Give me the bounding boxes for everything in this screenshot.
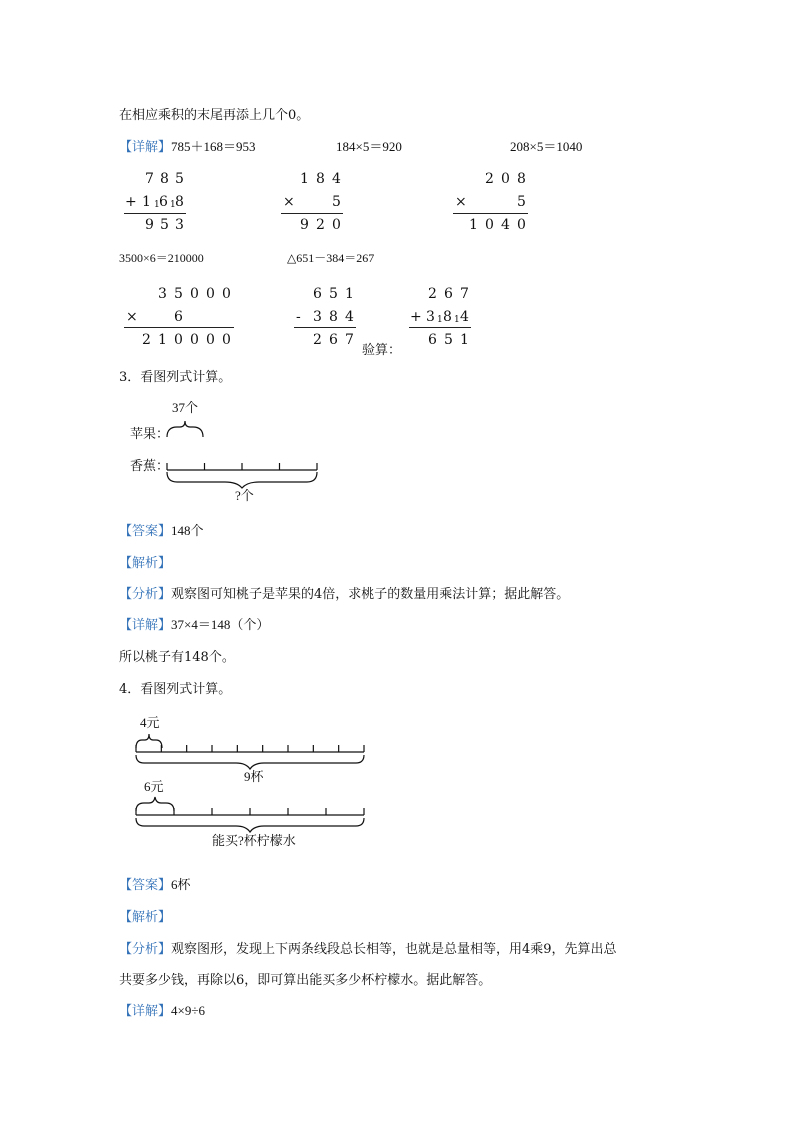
- digit: 5: [332, 194, 341, 210]
- detail-tag: [119, 136, 256, 155]
- q3-fenxi: [119, 583, 569, 602]
- calc-rule: [281, 213, 343, 214]
- operator: -: [296, 309, 301, 325]
- fenxi-tag: 【分析】: [119, 587, 172, 602]
- q3-answer: [119, 520, 204, 539]
- carry-mark: 1: [170, 200, 176, 210]
- digit: 9: [145, 217, 154, 233]
- digit: 2: [316, 217, 325, 233]
- digit: 0: [222, 332, 231, 348]
- banana-segment-line: [167, 463, 317, 470]
- q3-detail: [119, 614, 269, 633]
- equation-mult-1: 184×5＝920: [336, 139, 402, 154]
- digit: 3: [426, 309, 435, 325]
- digit: 6: [174, 309, 183, 325]
- digit: 8: [160, 171, 169, 187]
- digit: 8: [443, 309, 452, 325]
- top-unit-brace: [136, 734, 162, 748]
- check-label: 验算：: [362, 343, 402, 358]
- digit: 1: [345, 286, 354, 302]
- digit: 0: [190, 332, 199, 348]
- digit: 0: [206, 286, 215, 302]
- digit: 0: [206, 332, 215, 348]
- q4-answer: [119, 874, 191, 893]
- q4-segment-diagram: [130, 708, 370, 853]
- operator: +: [410, 309, 422, 325]
- calc-rule: [294, 327, 356, 328]
- digit: 3: [158, 286, 167, 302]
- digit: 7: [145, 171, 154, 187]
- apple-brace: [167, 421, 203, 437]
- digit: 4: [501, 217, 510, 233]
- digit: 7: [345, 332, 354, 348]
- equation-651: △651－384＝267: [287, 251, 375, 265]
- answer-text: 6杯: [171, 877, 191, 892]
- banana-label: 香蕉：: [130, 458, 170, 473]
- digit: 6: [313, 286, 322, 302]
- carry-mark: 1: [454, 315, 460, 325]
- fenxi-text-1: 观察图形，发现上下两条线段总长相等，也就是总量相等，用4乘9，先算出总: [171, 942, 617, 957]
- question-4-title: 4．看图列式计算。: [119, 682, 232, 697]
- digit: 0: [332, 217, 341, 233]
- digit: 0: [190, 286, 199, 302]
- q3-analysis-tag: 【解析】: [119, 556, 172, 571]
- top-unit-label: 4元: [140, 715, 160, 730]
- digit: 0: [222, 286, 231, 302]
- digit: 0: [485, 217, 494, 233]
- q4-fenxi-2: 共要多少钱，再除以6，即可算出能买多少杯柠檬水。据此解答。: [119, 973, 492, 988]
- banana-brace: [167, 472, 317, 488]
- digit: 9: [300, 217, 309, 233]
- digit: 6: [428, 332, 437, 348]
- digit: 5: [175, 171, 184, 187]
- digit: 8: [316, 171, 325, 187]
- digit: 5: [517, 194, 526, 210]
- detail-tag-label: 【详解】: [119, 1004, 172, 1019]
- carry-mark: 1: [437, 315, 443, 325]
- calc-rule: [124, 327, 234, 328]
- digit: 1: [300, 171, 309, 187]
- digit: 8: [329, 309, 338, 325]
- q4-fenxi-1: [119, 938, 617, 957]
- digit: 4: [332, 171, 341, 187]
- apple-count-label: 37个: [172, 400, 199, 415]
- digit: 1: [158, 332, 167, 348]
- question-3-title: 3．看图列式计算。: [119, 370, 232, 385]
- detail-text: 4×9÷6: [171, 1003, 205, 1018]
- operator: ×: [126, 309, 138, 325]
- answer-tag: 【答案】: [119, 524, 172, 539]
- digit: 3: [175, 217, 184, 233]
- digit: 2: [142, 332, 151, 348]
- q3-segment-diagram: [125, 395, 330, 505]
- digit: 3: [313, 309, 322, 325]
- bottom-total-label: 能买?杯柠檬水: [212, 833, 296, 848]
- digit: 2: [428, 286, 437, 302]
- q3-conclusion: 所以桃子有148个。: [119, 650, 235, 665]
- digit: 7: [460, 286, 469, 302]
- cup-segment-line: [136, 745, 364, 752]
- banana-total-label: ?个: [235, 488, 254, 503]
- equation-add: 785＋168＝953: [171, 139, 256, 154]
- calc-rule: [409, 327, 471, 328]
- operator: ×: [455, 194, 467, 210]
- digit: 6: [329, 332, 338, 348]
- digit: 5: [160, 217, 169, 233]
- operator: ×: [283, 194, 295, 210]
- digit: 0: [517, 217, 526, 233]
- digit: 0: [501, 171, 510, 187]
- carry-mark: 1: [154, 200, 160, 210]
- digit: 2: [313, 332, 322, 348]
- bottom-unit-brace: [136, 797, 174, 811]
- q4-detail: [119, 1000, 205, 1019]
- equation-mult-2: 208×5＝1040: [510, 139, 583, 154]
- detail-tag-label: 【详解】: [119, 140, 172, 155]
- answer-text: 148个: [171, 523, 204, 538]
- top-total-label: 9杯: [244, 769, 264, 784]
- equation-3500: 3500×6＝210000: [119, 251, 204, 265]
- digit: 8: [517, 171, 526, 187]
- lemonade-segment-line: [136, 808, 364, 815]
- answer-tag: 【答案】: [119, 878, 172, 893]
- digit: 4: [460, 309, 469, 325]
- calc-rule: [453, 213, 528, 214]
- bottom-total-brace: [136, 818, 364, 832]
- digit: 5: [174, 286, 183, 302]
- digit: 1: [469, 217, 478, 233]
- digit: 4: [345, 309, 354, 325]
- detail-text: 37×4＝148（个）: [171, 617, 270, 632]
- digit: 6: [159, 194, 168, 210]
- calc-rule: [124, 213, 186, 214]
- operator: +: [125, 194, 137, 210]
- digit: 6: [444, 286, 453, 302]
- q4-analysis-tag: 【解析】: [119, 910, 172, 925]
- top-total-brace: [136, 755, 364, 769]
- digit: 5: [444, 332, 453, 348]
- apple-label: 苹果：: [130, 426, 170, 441]
- digit: 0: [174, 332, 183, 348]
- digit: 8: [175, 194, 184, 210]
- fenxi-text: 观察图可知桃子是苹果的4倍，求桃子的数量用乘法计算；据此解答。: [171, 587, 570, 602]
- digit: 2: [485, 171, 494, 187]
- fenxi-tag: 【分析】: [119, 942, 172, 957]
- bottom-unit-label: 6元: [144, 779, 164, 794]
- intro-line: 在相应乘积的末尾再添上几个0。: [119, 108, 310, 123]
- digit: 5: [329, 286, 338, 302]
- digit: 1: [142, 194, 151, 210]
- digit: 1: [460, 332, 469, 348]
- detail-tag-label: 【详解】: [119, 618, 172, 633]
